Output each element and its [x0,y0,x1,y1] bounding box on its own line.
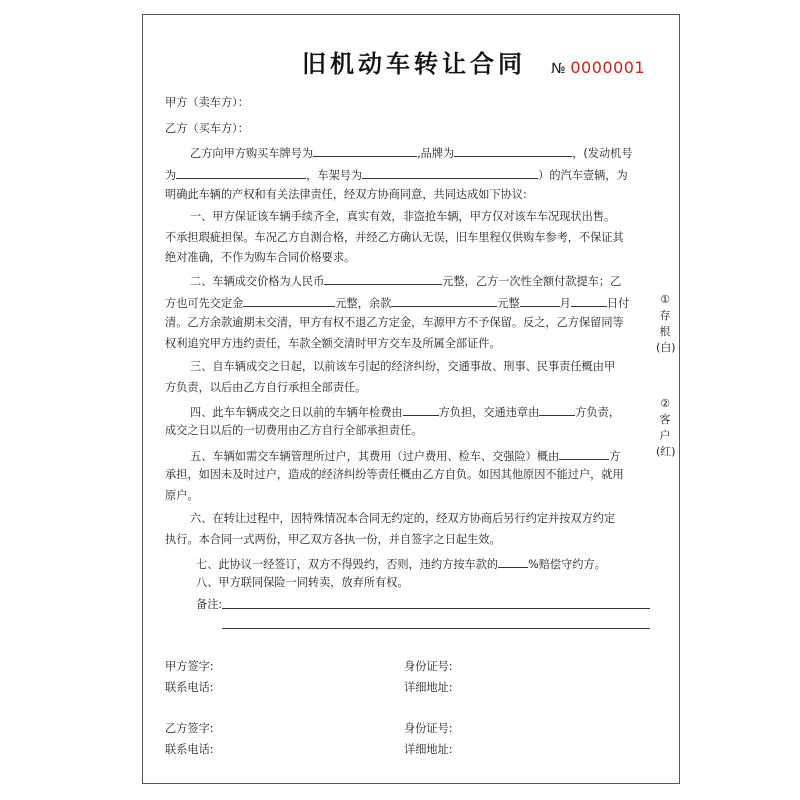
frame-number-blank[interactable] [362,166,538,179]
inspection-party-blank[interactable] [403,403,439,416]
party-a-phone-label: 联系电话: [165,681,214,694]
engine-number-blank[interactable] [176,166,306,179]
clause4-line-2: 成交之日以后的一切费用由乙方自行全部承担责任。 [165,424,423,437]
penalty-percent-blank[interactable] [498,555,528,568]
party-b-label: 乙方（买车方）： [165,122,249,135]
brand-blank[interactable] [454,144,572,157]
clause2-line-1: 二、车辆成交价格为人民币 元整，乙方一次性全额付款提车；乙 [190,272,621,289]
month-blank[interactable] [520,294,560,307]
transfer-party-blank[interactable] [559,447,609,460]
clause7-line: 七、此协议一经签订，双方不得毁约，否则，违约方按车款的 %赔偿守约方。 [196,555,606,572]
balance-blank[interactable] [391,294,497,307]
side-note-stub-white: ① 存 根 (白) [656,293,676,354]
intro-line-3: 明确此车辆的产权和有关法律责任，经双方协商同意，共同达成如下协议: [165,188,527,201]
document-title: 旧机动车转让合同 [302,49,526,78]
party-a-address-label: 详细地址: [404,681,453,694]
clause3-line-1: 三、自车辆成交之日起，以前该车引起的经济纠纷，交通事故、刑事、民事责任概由甲 [190,360,616,373]
clause1-line-2: 不承担瑕疵担保。车况乙方自测合格，并经乙方确认无误，旧车里程仅供购车参考，不保证其 [165,231,624,244]
party-b-phone-label: 联系电话: [165,743,214,756]
clause5-line-2: 承担，如因未及时过户，造成的经济纠纷等责任概由乙方自负。如因其他原因不能过户，就用 [165,468,624,481]
violation-party-blank[interactable] [539,403,575,416]
day-blank[interactable] [571,294,607,307]
party-b-address-label: 详细地址: [404,743,453,756]
serial-mark: № [551,61,566,77]
remarks-line-2[interactable] [222,628,650,629]
party-a-label: 甲方（卖车方）： [165,96,249,109]
price-blank[interactable] [324,272,442,285]
party-a-id-label: 身份证号: [404,660,453,673]
clause4-line-1: 四、此车车辆成交之日以前的车辆年检费由 方负担，交通违章由 方负责， [190,403,620,420]
serial-number [551,58,645,77]
clause6-line-1: 六、在转让过程中，因特殊情况本合同无约定的，经双方协商后另行约定并按双方约定 [190,512,616,525]
plate-blank[interactable] [313,144,417,157]
clause2-line-2: 方也可先交定金 元整，余款 元整 月 日付 [165,294,629,311]
clause1-line-1: 一、甲方保证该车辆手续齐全，真实有效，非盗抢车辆，甲方仅对该车车况现状出售。 [190,210,616,223]
clause5-line-3: 原户。 [165,489,199,502]
clause6-line-2: 执行。本合同一式两份，甲乙双方各执一份，并自签字之日起生效。 [165,533,501,546]
remarks-label: 备注: [196,598,223,611]
remarks-line-1[interactable] [222,608,650,609]
party-a-sign-label: 甲方签字: [165,660,214,673]
clause2-line-3: 清。乙方余款逾期未交清，甲方有权不退乙方定金，车源甲方不予保留。反之，乙方保留同等 [165,316,624,329]
clause3-line-2: 方负责，以后由乙方自行承担全部责任。 [165,381,367,394]
clause5-line-1: 五、车辆如需交车辆管理所过户，其费用（过户费用、检车、交强险）概由 方 [190,447,620,464]
clause8-line: 八、甲方联同保险一同转卖，放弃所有权。 [196,576,409,589]
clause2-line-4: 权利追究甲方违约责任，车款全额交清时甲方交车及所属全部证件。 [165,337,501,350]
deposit-blank[interactable] [243,294,335,307]
party-b-id-label: 身份证号: [404,722,453,735]
intro-line-1: 乙方向甲方购买车牌号为 ,品牌为 ，(发动机号 [190,144,633,161]
serial-value: 0000001 [570,58,646,77]
side-note-customer-red: ② 客 户 (红) [656,397,676,458]
intro-line-2: 为 ，车架号为 ）的汽车壹辆，为 [165,166,628,183]
party-b-sign-label: 乙方签字: [165,722,214,735]
clause1-line-3: 绝对准确，不作为购车合同价格要求。 [165,251,356,264]
